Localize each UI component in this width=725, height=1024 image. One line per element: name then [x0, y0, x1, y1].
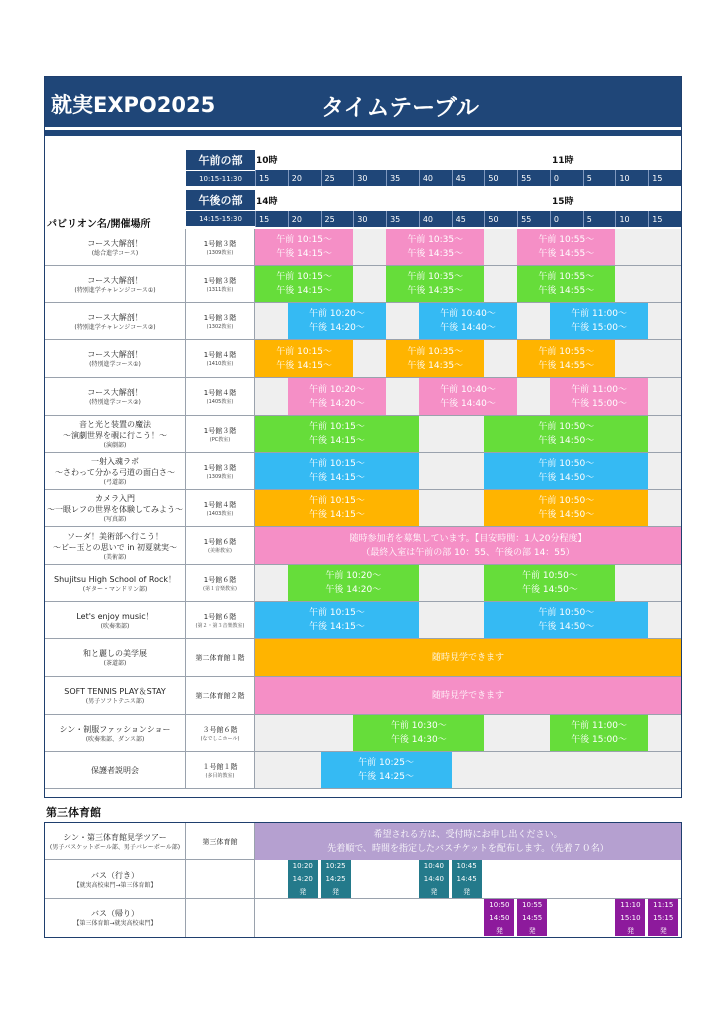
am-minute-1: 20: [288, 170, 321, 186]
am-minute-3: 30: [353, 170, 386, 186]
session-time-am: 午前 10:50～: [538, 496, 595, 506]
session-time-am: 午前 11:00～: [571, 721, 627, 731]
pavilion-name-cell: [45, 527, 186, 565]
bus-depart-tag: 発: [659, 927, 667, 935]
session-block: [386, 340, 484, 377]
session-time-pm: 午後 14:15～: [276, 360, 333, 371]
pavilion-subtitle: ～演劇世界を覗に行こう！～: [63, 431, 167, 440]
pavilion-room: (なでしこホール): [200, 735, 240, 742]
session-block: [255, 490, 419, 526]
session-block: [255, 453, 419, 489]
page-title: タイムテーブル: [321, 95, 480, 121]
bus-departure: [452, 860, 483, 898]
session-time-am: 午前 11:00～: [571, 309, 627, 319]
session-time-pm: 午後 14:50～: [522, 585, 578, 595]
session-block: [517, 340, 615, 377]
session-time-am: 随時参加者を募集しています。【目安時間：1人20分程度】: [349, 533, 587, 544]
pavilion-place: 1号館３階: [203, 239, 237, 248]
session-block: [386, 266, 484, 302]
pm-minute-5: 40: [419, 211, 452, 227]
pavilion-club: (美術部): [103, 553, 127, 561]
title-rule: [45, 130, 681, 136]
pavilion-place: 1号館３階: [203, 463, 237, 472]
pavilion-name: Let's enjoy music！: [76, 611, 154, 621]
bus-am-time: 10:50: [489, 901, 510, 909]
bus-am-time: 10:55: [522, 901, 543, 909]
tour-info-block: [255, 823, 681, 860]
pavilion-place: 1号館３階: [203, 313, 237, 322]
pavilion-room: (PC教室): [209, 436, 231, 443]
session-time-am: 随時見学できます: [431, 690, 504, 701]
session-time-am: 午前 10:15～: [309, 459, 365, 469]
session-time-pm: 午後 14:15～: [309, 622, 365, 632]
pavilion-club: (特別進学チャレンジコース②): [74, 323, 156, 331]
pm-minute-7: 50: [484, 211, 517, 227]
pavilion-room: (第１音楽教室): [203, 585, 237, 592]
session-time-am: 午前 10:20～: [309, 309, 365, 319]
pavilion-club: (茶道部): [103, 660, 127, 667]
session-time-pm: 午後 14:20～: [309, 323, 365, 333]
am-session-label: 午前の部: [186, 150, 255, 170]
am-minute-10: 5: [583, 170, 616, 186]
pavilion-club: (特別進学コース①): [89, 361, 141, 368]
tour-name-cell: [45, 823, 186, 860]
am-minute-11: 10: [615, 170, 648, 186]
bus-departure: [615, 899, 646, 936]
bus-am-time: 10:45: [456, 862, 477, 870]
pavilion-subtitle: ～一眼レフの世界を体験してみよう～: [47, 505, 183, 514]
pavilion-place-cell: [186, 565, 255, 602]
pavilion-name: ソーダ！美術部へ行こう！: [67, 531, 163, 541]
pavilion-place-cell: [186, 527, 255, 565]
session-time-am: 午前 10:30～: [390, 721, 447, 731]
pavilion-name: コース大解剖！: [87, 312, 143, 322]
session-time-pm: 午後 14:40～: [440, 323, 496, 333]
pavilion-place-cell: [186, 677, 255, 715]
pavilion-name: コース大解剖！: [87, 388, 143, 397]
session-block: [550, 715, 648, 751]
bus-depart-tag: 発: [626, 927, 634, 935]
session-block: [255, 229, 353, 265]
bus-am-time: 11:10: [620, 901, 641, 909]
pavilion-place-cell: [186, 378, 255, 416]
timetable-sheet: [44, 76, 682, 798]
pavilion-name: SOFT TENNIS PLAY＆STAY: [64, 687, 166, 696]
bus-am-time: 10:20: [292, 862, 313, 870]
session-time-am: 午前 10:15～: [309, 422, 365, 432]
pm-minute-11: 10: [615, 211, 648, 227]
pavilion-name: カメラ入門: [95, 494, 135, 503]
session-block: [288, 303, 386, 339]
pavilion-room: (美術教室): [208, 548, 232, 554]
session-time-pm: 午後 14:20～: [309, 398, 365, 409]
bus-pm-time: 14:45: [456, 875, 477, 883]
pavilion-subtitle: ～さわって分かる弓道の面白さ～: [55, 468, 175, 477]
bus-depart-tag: 発: [430, 888, 438, 896]
pavilion-name-cell: [45, 715, 186, 752]
session-time-am: 午前 10:15～: [309, 496, 365, 506]
tour-place-cell: [186, 823, 255, 860]
pavilion-place: ３号館６階: [202, 725, 238, 734]
am-minute-4: 35: [386, 170, 419, 186]
pm-minute-0: 15: [255, 211, 288, 227]
pm-minute-strip: [255, 211, 681, 227]
bus-departure: [419, 860, 450, 898]
bus-go-sub: 【就実高校東門→第三体育館】: [73, 881, 157, 889]
am-minute-8: 55: [517, 170, 550, 186]
title-bar: [45, 77, 681, 127]
bus-departure: [648, 899, 679, 936]
session-time-am: 午前 10:15～: [276, 235, 333, 245]
bus-back-sub: 【第三体育館→就実高校東門】: [73, 920, 157, 927]
session-time-pm: 午後 14:30～: [390, 735, 447, 745]
session-time-pm: 午後 14:55～: [538, 360, 595, 371]
pavilion-name: 保護者説明会: [91, 766, 139, 775]
pavilion-place-cell: [186, 416, 255, 453]
pavilion-place: 1号館４階: [203, 389, 237, 397]
pavilion-name: コース大解剖！: [87, 275, 143, 285]
pavilion-name-cell: [45, 378, 186, 416]
pavilion-place: 1号館４階: [203, 500, 237, 509]
am-minute-2: 25: [321, 170, 354, 186]
bus-pm-time: 15:10: [620, 914, 641, 922]
bus-go-name-cell: [45, 860, 186, 899]
pavilion-name: 音と光と装置の魔法: [79, 420, 151, 429]
session-time-am: 午前 10:50～: [538, 422, 595, 432]
schedule-grid: [255, 752, 681, 788]
pavilion-place-cell: [186, 229, 255, 266]
bus-departure: [321, 860, 352, 898]
session-time-am: 午前 11:00～: [571, 384, 627, 395]
bus-departure: [288, 860, 319, 898]
session-block: [353, 715, 484, 751]
session-time-pm: 午後 14:50～: [538, 622, 595, 632]
pavilion-name: コース大解剖！: [87, 238, 143, 248]
pavilion-room: (1302教室): [206, 323, 234, 330]
session-block: [517, 266, 615, 302]
pavilion-name: 和と麗しの美学展: [83, 649, 147, 658]
session-block: [517, 229, 615, 265]
pavilion-place-cell: [186, 639, 255, 677]
bus-pm-time: 14:55: [522, 914, 543, 922]
session-time-am: 午前 10:35～: [407, 272, 464, 282]
pavilion-header: パビリオン名/開催場所: [47, 219, 151, 230]
pavilion-name-cell: [45, 416, 186, 453]
pavilion-subtitle: ～ビー玉との思いで in 初夏就実～: [52, 542, 178, 552]
session-time-pm: 午後 14:15～: [309, 473, 365, 483]
session-time-am: 午前 10:35～: [407, 235, 464, 245]
session-block: [255, 416, 419, 452]
pm-minute-10: 5: [583, 211, 616, 227]
bus-am-time: 10:25: [325, 862, 346, 870]
session-time-am: 午前 10:15～: [276, 346, 333, 357]
am-minute-9: 0: [550, 170, 583, 186]
tour-name: シン・第三体育館見学ツアー: [63, 832, 167, 842]
pm-hour-14: 14時: [256, 197, 278, 207]
pavilion-place: １号館１階: [202, 762, 238, 771]
bus-back-name: バス（帰り）: [91, 909, 139, 918]
bus-pm-time: 14:50: [489, 914, 510, 922]
pavilion-room: (1410教室): [206, 361, 234, 367]
session-time-am: 随時見学できます: [431, 652, 504, 663]
session-block: [550, 378, 648, 415]
session-time-am: 午前 10:20～: [325, 571, 382, 581]
pavilion-name-cell: [45, 565, 186, 602]
pm-minute-12: 15: [648, 211, 681, 227]
pm-minute-2: 25: [321, 211, 354, 227]
pavilion-name-cell: [45, 602, 186, 639]
session-time-am: 午前 10:25～: [358, 758, 414, 768]
session-time-pm: 午後 14:15～: [276, 286, 333, 296]
pavilion-name-cell: [45, 490, 186, 527]
pavilion-place-cell: [186, 340, 255, 378]
bus-back-place-cell: [186, 899, 255, 937]
bus-departure: [517, 899, 548, 936]
pavilion-club: (総合進学コース): [91, 249, 139, 257]
session-time-pm: 午後 14:20～: [325, 585, 382, 595]
session-time-pm: 午後 14:35～: [407, 286, 464, 296]
pavilion-club: (特別進学チャレンジコース①): [74, 286, 156, 294]
pavilion-place: 1号館６階: [203, 538, 237, 546]
pavilion-club: (演劇部): [103, 442, 127, 449]
session-block: [419, 303, 517, 339]
session-time-pm: 午後 14:25～: [358, 772, 414, 782]
bus-departure: [484, 899, 515, 936]
tour-info-line2: 先着順で、時間を指定したバスチケットを配布します。（先着７０名）: [327, 843, 609, 854]
pavilion-name-cell: [45, 229, 186, 266]
pavilion-place: 第二体育館２階: [195, 692, 245, 700]
am-session-time: 10:15-11:30: [186, 170, 255, 186]
bus-back-name-cell: [45, 899, 186, 937]
pavilion-place: 1号館３階: [203, 276, 237, 285]
session-block: [255, 527, 681, 564]
session-time-pm: 午後 14:35～: [407, 249, 464, 259]
pm-minute-1: 20: [288, 211, 321, 227]
session-time-pm: 午後 14:50～: [538, 436, 595, 446]
session-time-am: 午前 10:35～: [407, 346, 464, 357]
session-time-am: 午前 10:55～: [538, 272, 595, 282]
bus-depart-tag: 発: [299, 888, 307, 896]
pavilion-place: 1号館６階: [203, 612, 237, 621]
bus-go-place-cell: [186, 860, 255, 899]
session-time-pm: 午後 15:00～: [571, 398, 627, 409]
section3-title: 第三体育館: [46, 806, 101, 819]
bus-pm-time: 15:15: [653, 914, 674, 922]
pavilion-place-cell: [186, 266, 255, 303]
session-time-pm: 午後 14:50～: [538, 473, 595, 483]
pavilion-place: 1号館６階: [203, 575, 237, 584]
session-time-pm: 午後 14:15～: [309, 436, 365, 446]
pm-minute-9: 0: [550, 211, 583, 227]
pavilion-name-cell: [45, 677, 186, 715]
tour-place: 第三体育館: [202, 837, 238, 846]
am-minute-0: 15: [255, 170, 288, 186]
pavilion-name-cell: [45, 453, 186, 490]
session-block: [386, 229, 484, 265]
am-minute-strip: [255, 170, 681, 186]
session-block: [255, 639, 681, 676]
session-block: [288, 378, 386, 415]
bus-pm-time: 14:25: [325, 875, 346, 883]
pm-minute-8: 55: [517, 211, 550, 227]
pm-session-label: 午後の部: [186, 190, 255, 210]
pavilion-room: (第２・第３音楽教室): [195, 622, 245, 629]
bus-depart-tag: 発: [463, 888, 471, 896]
session-time-pm: 午後 14:35～: [407, 360, 464, 371]
session-time-pm: 午後 15:00～: [571, 323, 627, 333]
session-time-am: 午前 10:15～: [309, 608, 365, 618]
session-time-pm: 午後 14:55～: [538, 286, 595, 296]
pavilion-place-cell: [186, 602, 255, 639]
session-block: [255, 602, 419, 638]
pavilion-club: (弓道部): [103, 479, 127, 486]
session-block: [484, 602, 648, 638]
pavilion-club: (吹奏楽部、ダンス部): [85, 735, 145, 743]
pavilion-place-cell: [186, 453, 255, 490]
pavilion-name-cell: [45, 340, 186, 378]
session-time-pm: 午後 14:50～: [538, 510, 595, 520]
session-block: [484, 453, 648, 489]
pavilion-room: (1309教室): [206, 473, 234, 480]
bus-pm-time: 14:20: [292, 875, 313, 883]
session-time-am: 午前 10:50～: [538, 459, 595, 469]
session-block: [255, 677, 681, 714]
pavilion-club: (吹奏楽部): [100, 622, 130, 630]
session-block: [288, 565, 419, 601]
bus-pm-time: 14:40: [423, 875, 444, 883]
session-time-am: 午前 10:40～: [440, 384, 496, 395]
pavilion-room: (1405教室): [206, 399, 234, 405]
pm-hour-15: 15時: [552, 197, 574, 207]
session-time-am: 午前 10:50～: [538, 608, 595, 618]
pavilion-name-cell: [45, 752, 186, 789]
session-time-am: 午前 10:20～: [309, 384, 365, 395]
session-time-pm: 午後 15:00～: [571, 735, 627, 745]
bus-go-name: バス（行き）: [91, 870, 139, 880]
pavilion-club: (男子ソフトテニス部): [85, 698, 145, 705]
pavilion-name: 一射入魂ラボ: [91, 457, 139, 466]
session-block: [484, 565, 615, 601]
pavilion-name-cell: [45, 266, 186, 303]
pavilion-name: Shujitsu High School of Rock！: [54, 574, 176, 584]
pm-minute-4: 35: [386, 211, 419, 227]
am-hour-10: 10時: [256, 156, 278, 166]
session-time-am: 午前 10:55～: [538, 235, 595, 245]
pm-session-time: 14:15-15:30: [186, 210, 255, 226]
pavilion-place: 1号館４階: [203, 351, 237, 359]
bus-am-time: 10:40: [423, 862, 444, 870]
session-time-pm: （最終入室は午前の部 10：55、午後の部 14：55）: [361, 547, 575, 558]
pm-minute-6: 45: [452, 211, 485, 227]
session-block: [419, 378, 517, 415]
session-time-pm: 午後 14:40～: [440, 398, 496, 409]
session-block: [321, 752, 452, 788]
pavilion-room: (1309教室): [206, 249, 234, 256]
pavilion-room: (1311教室): [206, 286, 234, 293]
session-time-am: 午前 10:55～: [538, 346, 595, 357]
pavilion-room: (1403教室): [206, 510, 234, 517]
pavilion-place-cell: [186, 752, 255, 789]
session-time-am: 午前 10:15～: [276, 272, 333, 282]
bus-depart-tag: 発: [528, 927, 536, 935]
tour-sub: (男子バスケットボール部、男子バレーボール部): [49, 843, 181, 851]
session-block: [550, 303, 648, 339]
session-time-am: 午前 10:40～: [440, 309, 496, 319]
pavilion-place-cell: [186, 303, 255, 340]
tour-info-line1: 希望される方は、受付時にお申し出ください。: [373, 829, 563, 840]
am-minute-5: 40: [419, 170, 452, 186]
event-title: 就実EXPO2025: [51, 93, 216, 117]
pavilion-place-cell: [186, 490, 255, 527]
am-minute-6: 45: [452, 170, 485, 186]
session-block: [484, 490, 648, 526]
bus-depart-tag: 発: [495, 927, 503, 935]
pavilion-name: コース大解剖！: [87, 350, 143, 359]
pavilion-name-cell: [45, 639, 186, 677]
pavilion-name: シン・制服ファッションショー: [59, 724, 171, 734]
session-block: [484, 416, 648, 452]
session-time-pm: 午後 14:15～: [276, 249, 333, 259]
am-hour-11: 11時: [552, 156, 574, 166]
session-block: [255, 340, 353, 377]
pavilion-room: (多目的教室): [205, 772, 235, 779]
section3-table: [44, 822, 682, 938]
pavilion-place: 第二体育館１階: [195, 654, 245, 662]
pavilion-club: (写真部): [103, 516, 127, 523]
session-block: [255, 266, 353, 302]
bus-depart-tag: 発: [332, 888, 340, 896]
pm-minute-3: 30: [353, 211, 386, 227]
pavilion-place-cell: [186, 715, 255, 752]
session-time-pm: 午後 14:55～: [538, 249, 595, 259]
am-minute-7: 50: [484, 170, 517, 186]
pavilion-club: (特別進学コース②): [89, 399, 141, 406]
session-time-pm: 午後 14:15～: [309, 510, 365, 520]
pavilion-club: (ギター・マンドリン部): [82, 585, 148, 593]
am-minute-12: 15: [648, 170, 681, 186]
bus-am-time: 11:15: [653, 901, 674, 909]
pavilion-place: 1号館３階: [203, 426, 237, 435]
session-time-am: 午前 10:50～: [522, 571, 578, 581]
pavilion-name-cell: [45, 303, 186, 340]
